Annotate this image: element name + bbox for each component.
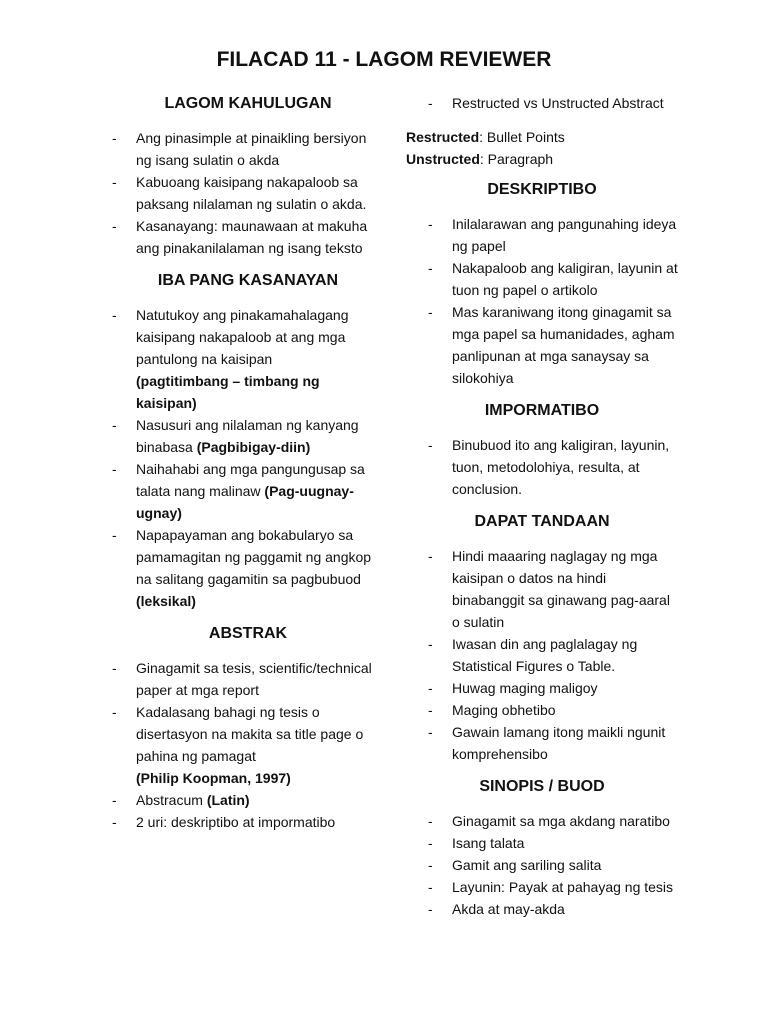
iba-pang-kasanayan-list bbox=[112, 304, 384, 612]
list-item: - Ginagamit sa tesis, scientific/technical paper at mga report bbox=[112, 660, 372, 698]
list-item: - Gawain lamang itong maikli ngunit komprehensibo bbox=[428, 724, 666, 762]
document-title: FILACAD 11 - LAGOM REVIEWER bbox=[216, 48, 552, 71]
section-heading-lagom-kahulugan: LAGOM KAHULUGAN bbox=[164, 95, 332, 112]
lagom-kahulugan-list bbox=[112, 127, 384, 259]
list-item: - Hindi maaaring naglagay ng mga kaisipan o datos na hindi binabanggit sa ginawang pag-aaral o sulatin bbox=[428, 548, 670, 630]
list-item: - Ginagamit sa mga akdang naratibo bbox=[428, 813, 670, 829]
list-item: - Nakapaloob ang kaligiran, layunin at tuon ng papel o artikolo bbox=[428, 260, 678, 298]
section-heading-sinopis: SINOPIS / BUOD bbox=[479, 778, 605, 795]
unstructed-definition: Unstructed: Paragraph bbox=[406, 151, 554, 167]
list-item: - Kasanayang: maunawaan at makuha ang pinakanilalaman ng isang teksto bbox=[112, 218, 368, 256]
list-item: - Mas karaniwang itong ginagamit sa mga papel sa humanidades, agham panlipunan at mga sanaysay sa silokohiya bbox=[428, 304, 675, 386]
list-item: - Layunin: Payak at pahayag ng tesis bbox=[428, 879, 674, 895]
left-column bbox=[112, 92, 384, 843]
list-item: - Isang talata bbox=[428, 835, 525, 851]
restructed-definition: Restructed: Bullet Points bbox=[406, 129, 565, 145]
list-item: - Napapayaman ang bokabularyo sa pamamagitan ng paggamit ng angkop na salitang gagamitin sa pagbubuod (leksikal) bbox=[112, 527, 372, 609]
list-item: - Akda at may-akda bbox=[428, 901, 565, 917]
list-item: - Maging obhetibo bbox=[428, 702, 556, 718]
abstrak-list bbox=[112, 657, 384, 833]
list-item: - 2 uri: deskriptibo at impormatibo bbox=[112, 814, 336, 830]
list-item: - Huwag maging maligoy bbox=[428, 680, 598, 696]
deskriptibo-list bbox=[428, 213, 678, 389]
section-heading-abstrak: ABSTRAK bbox=[208, 625, 288, 642]
list-item: - Natutukoy ang pinakamahalagang kaisipang nakapaloob at ang mga pantulong na kaisipan (pagtitimbang – timbang ng kaisipan) bbox=[112, 307, 349, 411]
list-item: - Inilalarawan ang pangunahing ideya ng papel bbox=[428, 216, 677, 254]
list-item: - Nasusuri ang nilalaman ng kanyang binabasa (Pagbibigay-diin) bbox=[112, 417, 359, 455]
right-column bbox=[406, 92, 678, 930]
list-item: - Naihahabi ang mga pangungusap sa talata nang malinaw (Pag-uugnay-ugnay) bbox=[112, 461, 365, 521]
list-item: - Restructed vs Unstructed Abstract bbox=[428, 95, 664, 111]
section-heading-iba-pang-kasanayan: IBA PANG KASANAYAN bbox=[157, 272, 339, 289]
list-item: - Kabuoang kaisipang nakapaloob sa paksang nilalaman ng sulatin o akda. bbox=[112, 174, 367, 212]
list-item: - Binubuod ito ang kaligiran, layunin, tuon, metodolohiya, resulta, at conclusion. bbox=[428, 437, 670, 497]
section-heading-impormatibo: IMPORMATIBO bbox=[484, 402, 600, 419]
dapat-tandaan-list bbox=[428, 545, 678, 765]
list-item: - Iwasan din ang paglalagay ng Statistical Figures o Table. bbox=[428, 636, 638, 674]
list-item: - Kadalasang bahagi ng tesis o disertasyon na makita sa title page o pahina ng pamagat (Philip Koopman, 1997) bbox=[112, 704, 364, 786]
sinopis-list bbox=[428, 810, 678, 920]
section-heading-dapat-tandaan: DAPAT TANDAAN bbox=[474, 513, 610, 530]
list-item: - Ang pinasimple at pinaikling bersiyon ng isang sulatin o akda bbox=[112, 130, 367, 168]
impormatibo-list bbox=[428, 434, 678, 500]
section-heading-deskriptibo: DESKRIPTIBO bbox=[487, 181, 597, 198]
abstract-types-list bbox=[428, 92, 678, 114]
list-item: - Abstracum (Latin) bbox=[112, 792, 250, 808]
list-item: - Gamit ang sariling salita bbox=[428, 857, 602, 873]
